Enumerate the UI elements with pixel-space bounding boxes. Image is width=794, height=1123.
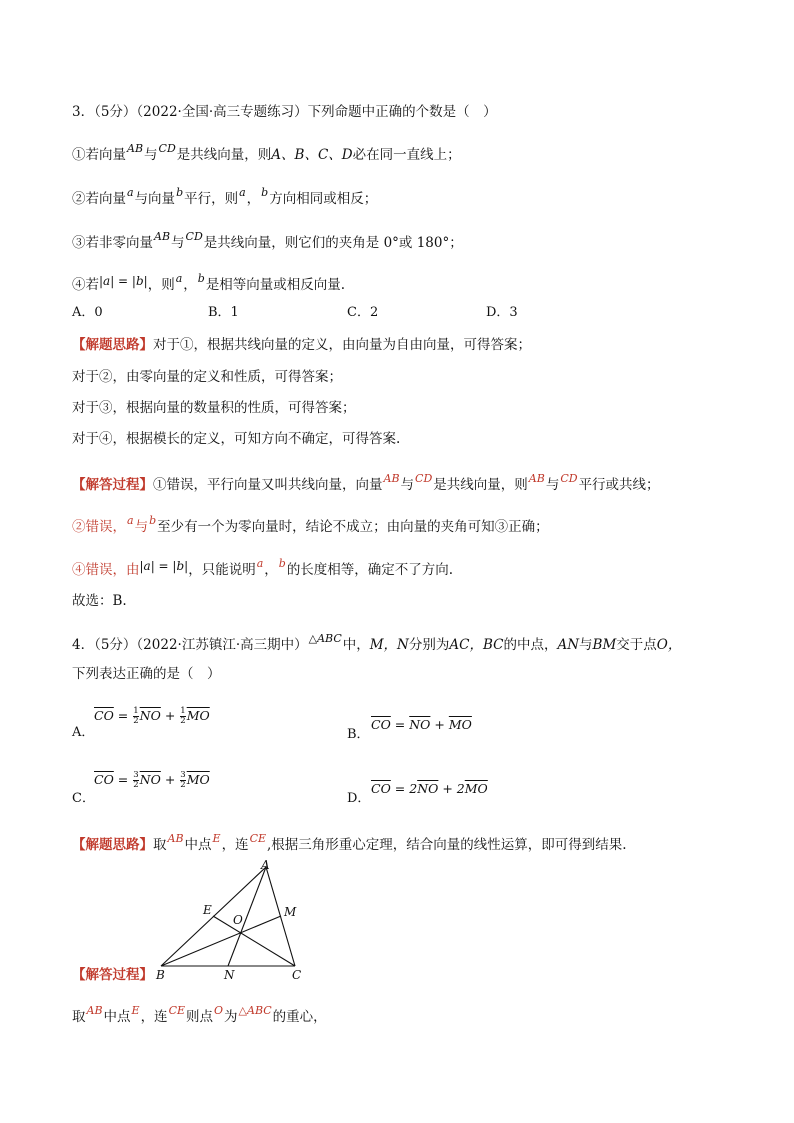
q4-option-b-label[interactable]: B． [347,727,370,742]
q3-option-b[interactable]: B．1 [208,305,239,320]
q4-option-c-label[interactable]: C． [72,791,95,806]
q4-option-a-label[interactable]: A． [72,725,95,740]
q4-header-line-2: 下列表达正确的是（ ） [72,666,221,682]
label-a: A [261,858,270,872]
label-c: C [292,968,302,982]
label-e: E [203,903,212,917]
q4-option-d-formula[interactable]: $\overline{CO} = 2\overline{NO} + 2\overline{MO}$ [371,781,488,796]
label-o: O [233,913,243,927]
q3-option-d[interactable]: D．3 [486,305,518,320]
q3-header: 3．（5分）（2022·全国·高三专题练习）下列命题中正确的个数是（ ） [72,104,497,120]
q3-statement-1: ①若向量$^{AB}$与$^{CD}$是共线向量，则A、B、C、D必在同一直线上； [72,142,461,163]
q4-option-a-formula[interactable]: $\overline{CO}$ = $\frac{1}{2}$ $\overline{NO}$ + $\frac{1}{2}$ $\overline{MO}$ [94,706,210,726]
q4-option-d-label[interactable]: D． [347,791,371,806]
label-b: B [156,968,165,982]
label-n: N [224,968,235,982]
q3-option-a[interactable]: A．0 [72,305,103,320]
q3-statement-4: ④若|a| = |b|，则$^a$，$^b$是相等向量或相反向量. [72,272,346,293]
q3-answer: 故选：B. [72,593,127,609]
label-m: M [284,905,297,919]
q3-idea-2: 对于②，由零向量的定义和性质，可得答案； [72,369,342,385]
q4-header: 4．（5分）（2022·江苏镇江·高三期中）$^{\triangle ABC}$中，M，N分别为AC，BC的中点，AN与BM交于点O， [72,632,682,653]
q3-option-c[interactable]: C．2 [347,305,379,320]
q4-process-tag: 【解答过程】 [72,967,153,983]
q4-option-c-formula[interactable]: $\overline{CO}$ = $\frac{3}{2}$ $\overline{NO}$ + $\frac{3}{2}$ $\overline{MO}$ [94,770,210,790]
q4-process-line: 取$^{AB}$中点$^E$，连$^{CE}$则点$^O$为$^{\triangle ABC}$的重心， [72,1004,327,1025]
q3-statement-2: ②若向量$^a$与向量$^b$平行，则$^a$，$^b$方向相同或相反； [72,186,378,207]
q3-process-3: ④错误，由|a| = |b|，只能说明$^a$，$^b$的长度相等，确定不了方向. [72,557,454,578]
triangle-figure [150,858,320,983]
q4-idea: 【解题思路】取$^{AB}$中点$^E$，连$^{CE}$,根据三角形重心定理，结合向量的线性运算，即可得到结果. [72,832,627,853]
median-bm [161,916,281,966]
q4-option-b-formula[interactable]: $\overline{CO} = \overline{NO} + \overline{MO}$ [371,717,472,732]
q3-idea-3: 对于③，根据向量的数量积的性质，可得答案； [72,400,356,416]
q3-process-2: ②错误，$^a$与$^b$至少有一个为零向量时，结论不成立；由向量的夹角可知③正确； [72,514,549,535]
q3-statement-3: ③若非零向量$^{AB}$与$^{CD}$是共线向量，则它们的夹角是 0°或 180°； [72,230,463,251]
q3-idea-1: 【解题思路】对于①，根据共线向量的定义，由向量为自由向量，可得答案； [72,337,531,353]
q3-process-1: 【解答过程】①错误，平行向量又叫共线向量，向量$^{AB}$与$^{CD}$是共线向量，则$^{AB}$与$^{CD}$平行或共线； [72,472,660,493]
q3-idea-4: 对于④，根据模长的定义，可知方向不确定，可得答案. [72,431,401,447]
